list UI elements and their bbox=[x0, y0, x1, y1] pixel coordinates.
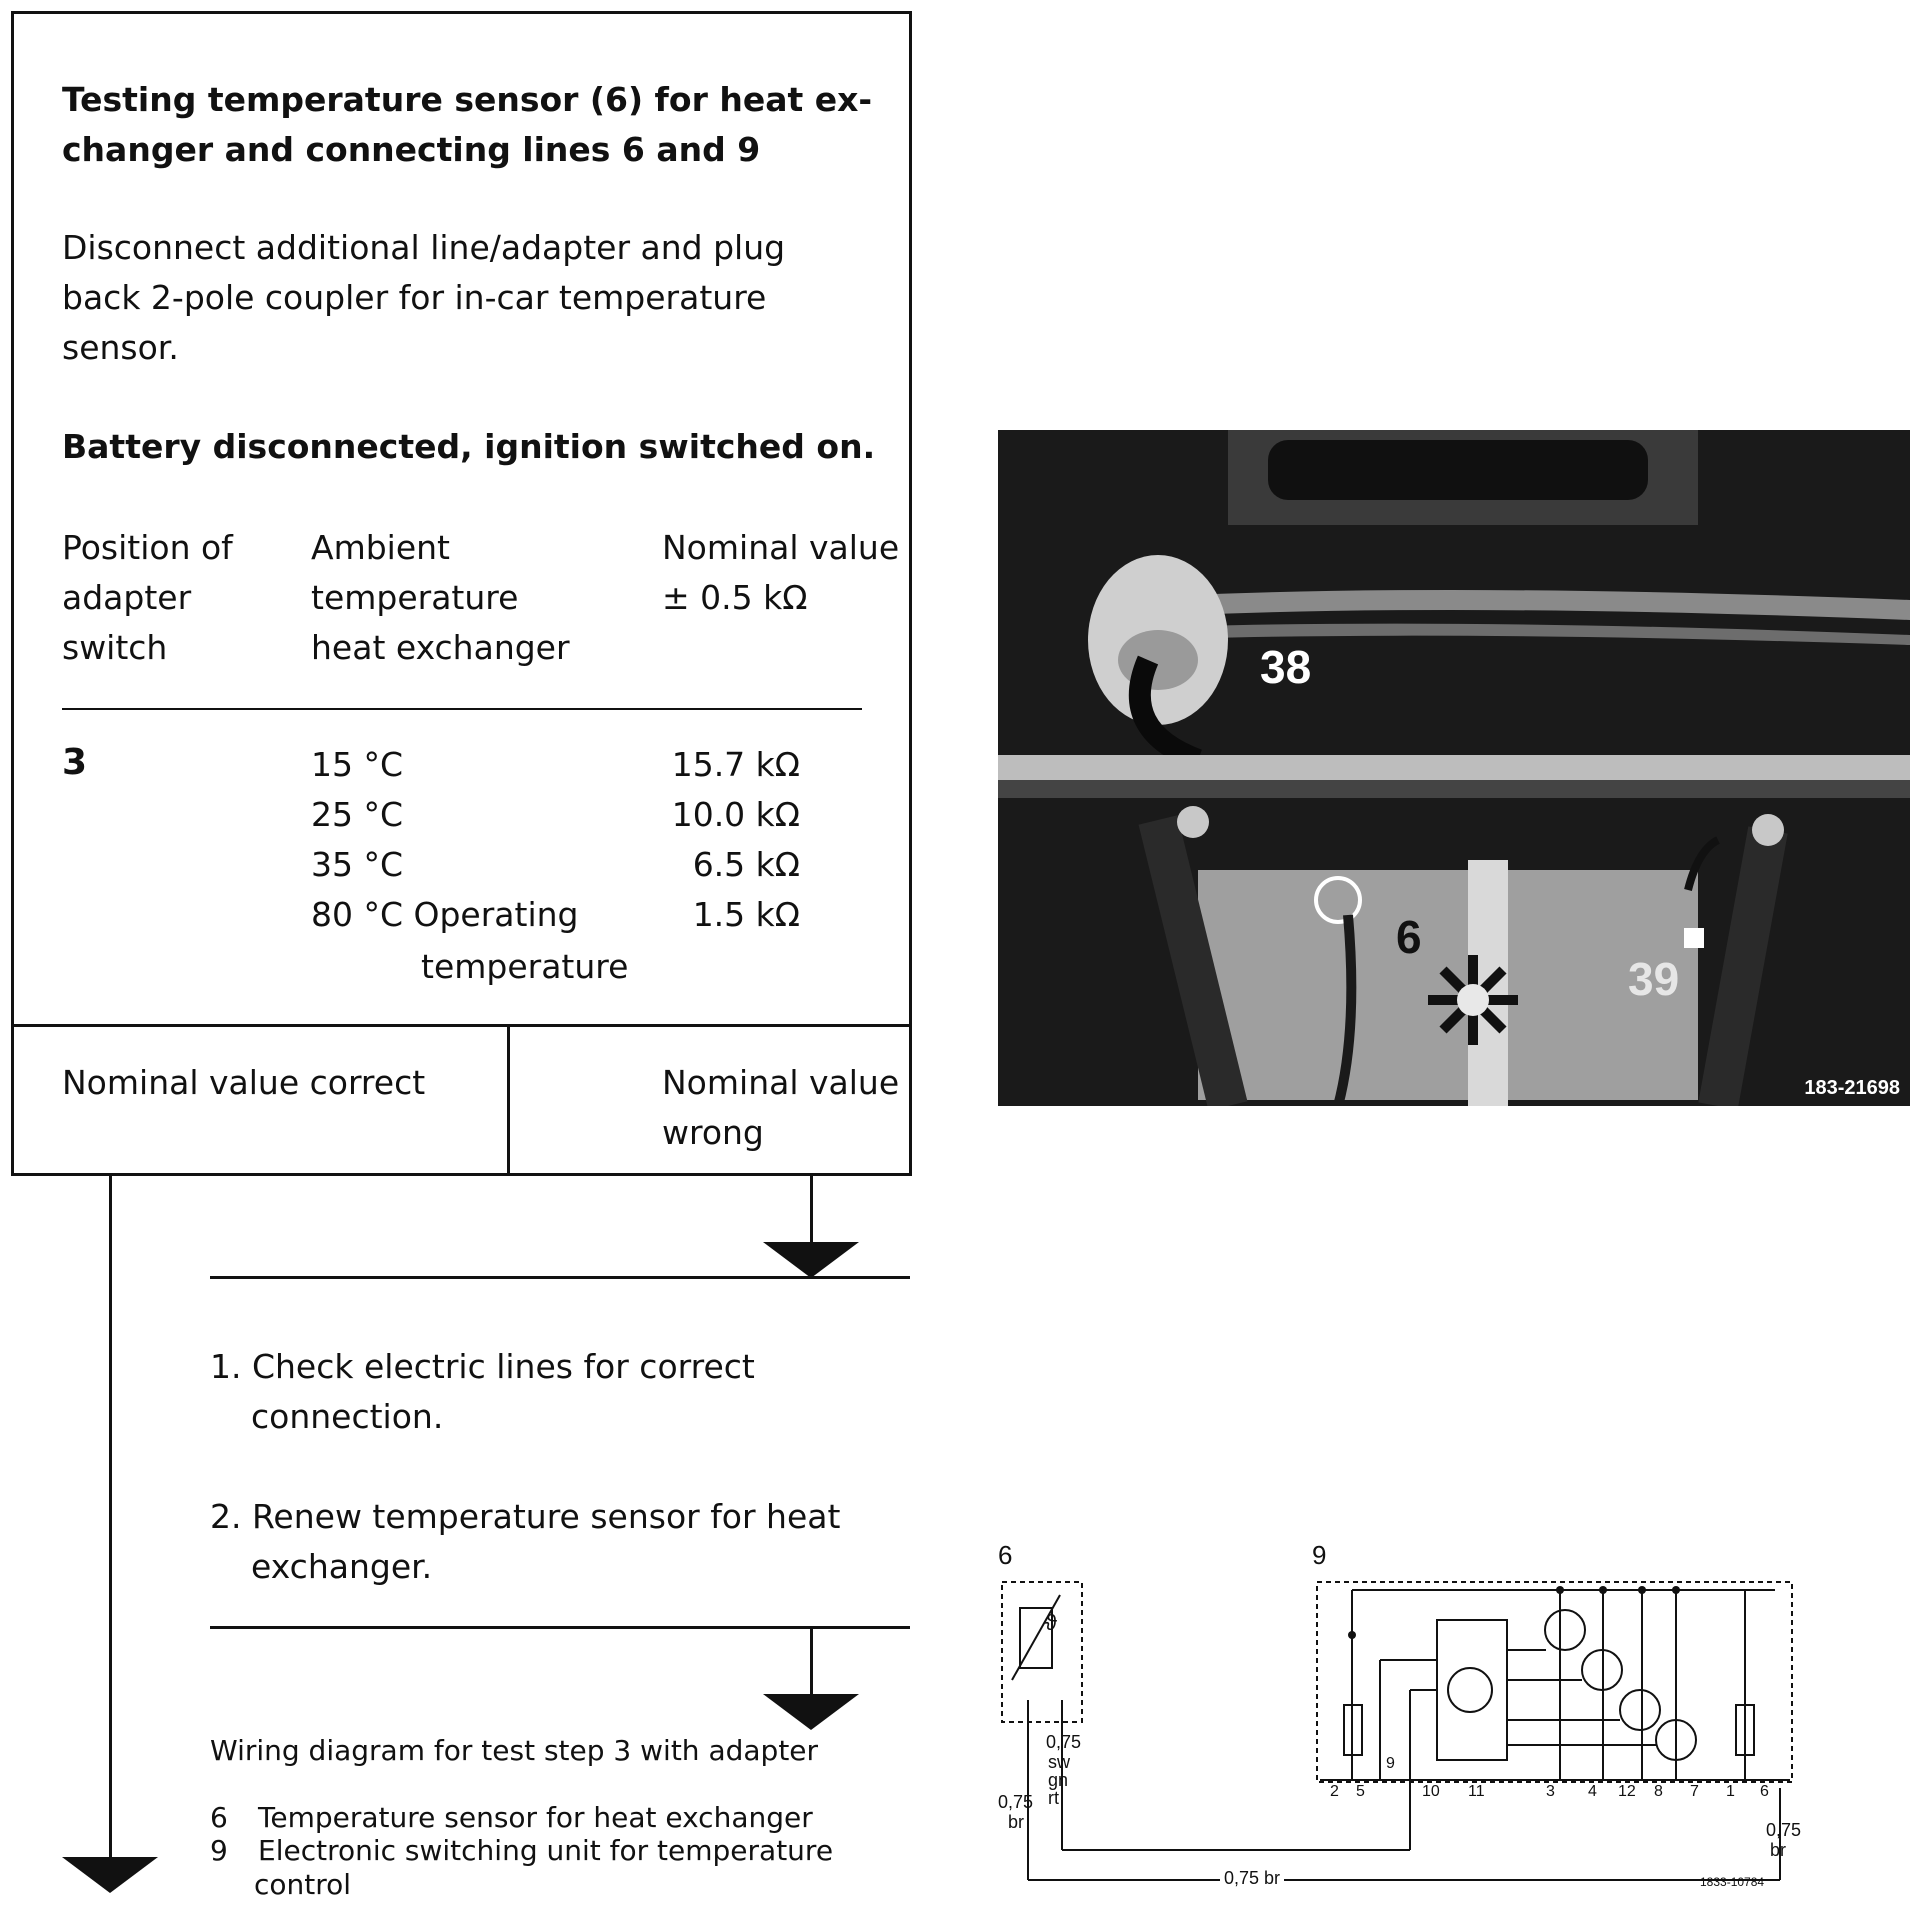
row-value-3: 6.5 kΩ bbox=[692, 845, 800, 884]
wd-bottom-wire: 0,75 br bbox=[1220, 1868, 1284, 1889]
flow-line-wrong bbox=[810, 1176, 813, 1246]
row-value-2: 10.0 kΩ bbox=[671, 795, 800, 834]
wd-pin-8: 8 bbox=[1654, 1783, 1663, 1800]
wd-pin-11: 11 bbox=[1468, 1783, 1485, 1800]
steps-top-rule bbox=[210, 1276, 910, 1279]
wd-pin-4: 4 bbox=[1588, 1783, 1597, 1800]
photo-illustration bbox=[998, 430, 1910, 1106]
legend-num-9: 9 bbox=[210, 1834, 228, 1867]
photo-id: 183-21698 bbox=[1804, 1077, 1900, 1099]
header-ambient-1: Ambient bbox=[311, 528, 450, 567]
header-ambient-3: heat exchanger bbox=[311, 628, 570, 667]
condition-text: Battery disconnected, ignition switched on. bbox=[62, 427, 876, 466]
row-temp-3: 35 °C bbox=[311, 845, 404, 884]
wd-pin-2: 2 bbox=[1330, 1783, 1339, 1800]
wd-right-br: br bbox=[1770, 1840, 1787, 1860]
legend-text-6: Temperature sensor for heat exchanger bbox=[258, 1801, 813, 1834]
wd-pin-3: 3 bbox=[1546, 1783, 1555, 1800]
wd-wire-sw: sw bbox=[1048, 1752, 1070, 1772]
position-value: 3 bbox=[62, 742, 88, 783]
row-value-1: 15.7 kΩ bbox=[671, 745, 800, 784]
wd-wire-rt: rt bbox=[1048, 1788, 1059, 1808]
outcome-wrong-line-1: Nominal value bbox=[662, 1063, 900, 1102]
arrow-down-icon bbox=[763, 1242, 859, 1278]
wd-pin-7: 7 bbox=[1690, 1783, 1699, 1800]
wd-pin-10: 10 bbox=[1422, 1783, 1440, 1800]
wd-pin-1: 1 bbox=[1726, 1783, 1735, 1800]
wiring-diagram bbox=[990, 1540, 1810, 1890]
table-divider bbox=[62, 708, 862, 710]
section-heading-line-1: Testing temperature sensor (6) for heat ex- bbox=[62, 80, 873, 119]
wd-wire-gn: gn bbox=[1048, 1770, 1069, 1790]
row-temp-4-continued: temperature bbox=[421, 947, 629, 986]
wd-right-075: 0,75 bbox=[1766, 1820, 1802, 1840]
flow-line-correct bbox=[109, 1176, 112, 1860]
step-2-line-2: exchanger. bbox=[251, 1547, 433, 1586]
row-temp-2: 25 °C bbox=[311, 795, 404, 834]
arrow-down-icon bbox=[62, 1857, 158, 1893]
legend-text-9: Electronic switching unit for temperature bbox=[258, 1834, 834, 1867]
outcome-column-divider bbox=[507, 1024, 510, 1176]
legend-text-9-continued: control bbox=[254, 1868, 352, 1901]
instruction-line-1: Disconnect additional line/adapter and plug bbox=[62, 228, 786, 267]
caption-title: Wiring diagram for test step 3 with adapter bbox=[210, 1734, 819, 1767]
wd-pin-12: 12 bbox=[1618, 1783, 1636, 1800]
outcome-correct: Nominal value correct bbox=[62, 1063, 426, 1102]
callout-39: 39 bbox=[1628, 953, 1680, 1005]
header-position-1: Position of bbox=[62, 528, 233, 567]
wd-pin-9: 9 bbox=[1386, 1755, 1395, 1772]
header-position-2: adapter bbox=[62, 578, 192, 617]
wd-wire-br-left: br bbox=[1008, 1812, 1025, 1832]
row-value-4: 1.5 kΩ bbox=[692, 895, 800, 934]
wiring-schematic bbox=[990, 1540, 1810, 1890]
step-1-line-2: connection. bbox=[251, 1397, 444, 1436]
wd-pin-6: 6 bbox=[1760, 1783, 1769, 1800]
header-position-3: switch bbox=[62, 628, 168, 667]
wd-label-sensor: 6 bbox=[998, 1540, 1013, 1570]
row-temp-1: 15 °C bbox=[311, 745, 404, 784]
wd-label-unit: 9 bbox=[1312, 1540, 1327, 1570]
header-nominal-1: Nominal value bbox=[662, 528, 900, 567]
wd-wire-075-left: 0,75 bbox=[998, 1792, 1034, 1812]
row-temp-4: 80 °C Operating bbox=[311, 895, 579, 934]
header-nominal-2: ± 0.5 kΩ bbox=[662, 578, 808, 617]
callout-38: 38 bbox=[1260, 641, 1312, 693]
outcome-wrong-line-2: wrong bbox=[662, 1113, 764, 1152]
arrow-down-icon bbox=[763, 1694, 859, 1730]
wd-pin-5: 5 bbox=[1356, 1783, 1365, 1800]
callout-6: 6 bbox=[1396, 911, 1422, 963]
steps-bottom-rule bbox=[210, 1626, 910, 1629]
wd-wire-075-mid: 0,75 bbox=[1046, 1732, 1082, 1752]
instruction-line-2: back 2-pole coupler for in-car temperature bbox=[62, 278, 767, 317]
legend-num-6: 6 bbox=[210, 1801, 228, 1834]
section-heading-line-2: changer and connecting lines 6 and 9 bbox=[62, 130, 761, 169]
step-1-line-1: 1. Check electric lines for correct bbox=[210, 1347, 755, 1386]
wd-theta: ϑ bbox=[1045, 1610, 1058, 1635]
engine-bay-photo bbox=[998, 430, 1910, 1106]
outcome-divider bbox=[11, 1024, 912, 1027]
instruction-line-3: sensor. bbox=[62, 328, 179, 367]
header-ambient-2: temperature bbox=[311, 578, 519, 617]
step-2-line-1: 2. Renew temperature sensor for heat bbox=[210, 1497, 841, 1536]
flow-line-next bbox=[810, 1626, 813, 1698]
wd-diagram-id: 1833-10784 bbox=[1700, 1875, 1765, 1889]
